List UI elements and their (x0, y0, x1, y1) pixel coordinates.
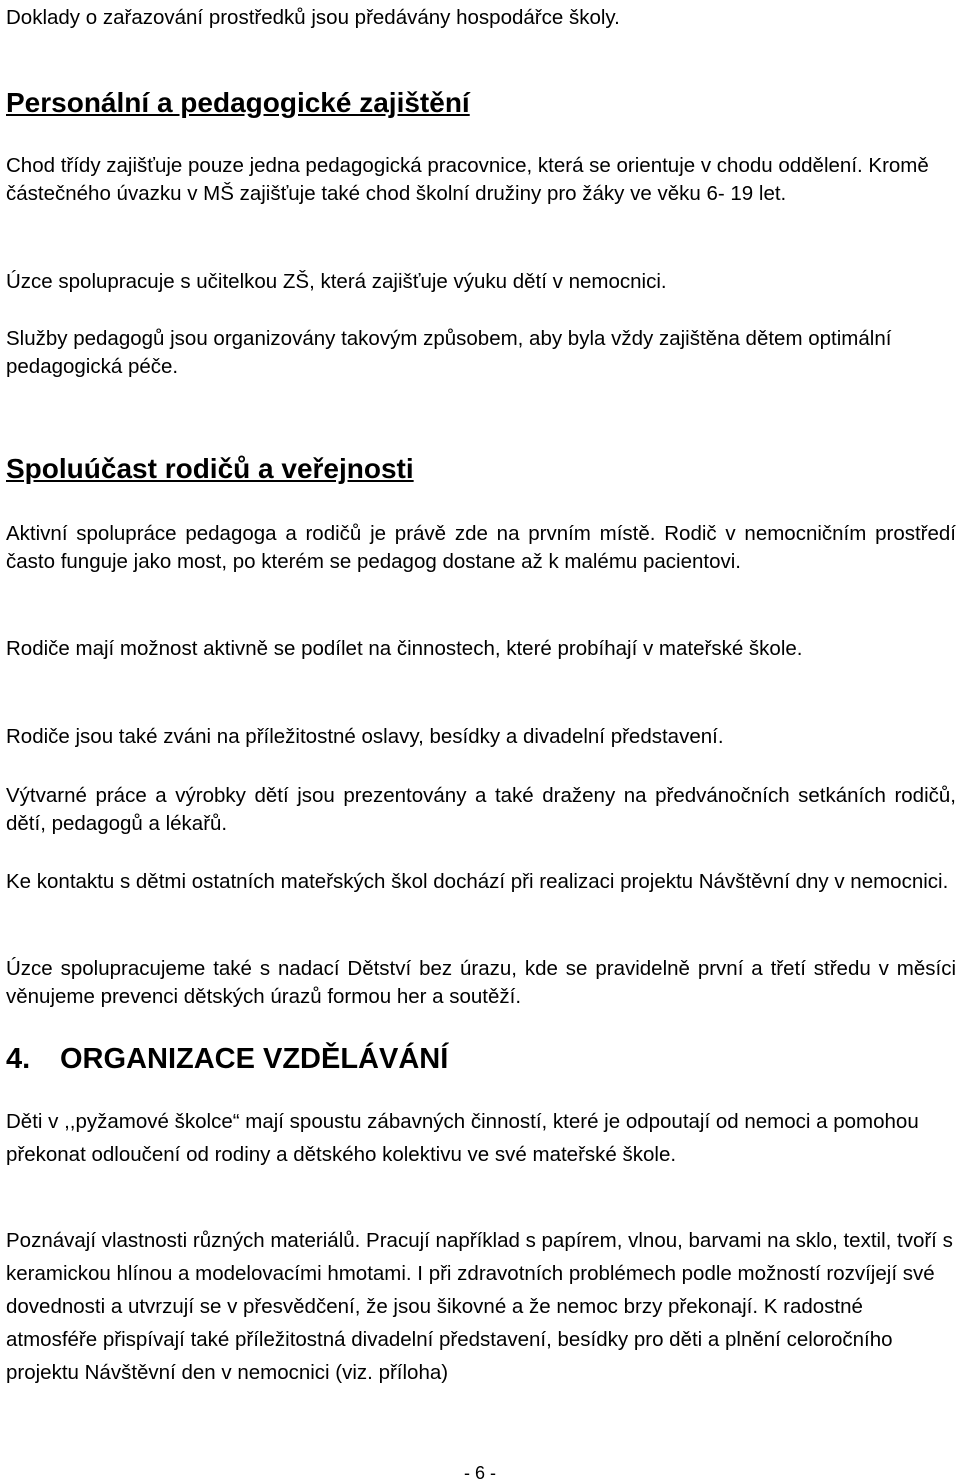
heading-number: 4. (6, 1043, 31, 1075)
paragraph-deti-pyzamove: Děti v ,,pyžamové školce“ mají spoustu zábavných činností, které je odpoutají od nemoci a pomohou překonat odloučení od rodiny a dětského kolektivu ve své mateřské škole. (6, 1110, 919, 1166)
paragraph-rodice-moznost: Rodiče mají možnost aktivně se podílet na činnostech, které probíhají v mateřské škole. (6, 637, 803, 660)
paragraph-aktivni-spoluprace: Aktivní spolupráce pedagoga a rodičů je právě zde na prvním místě. Rodič v nemocničním prostředí často funguje jako most, po kterém se pedagog dostane až k malému pacientovi. (6, 522, 956, 573)
paragraph-chod-tridy: Chod třídy zajišťuje pouze jedna pedagogická pracovnice, která se orientuje v chodu oddělení. Kromě částečného úvazku v MŠ zajišťuje také chod školní družiny pro žáky ve věku 6- 19 let. (6, 154, 929, 205)
paragraph-poznavaji: Poznávají vlastnosti různých materiálů. Pracují například s papírem, vlnou, barvami na sklo, textil, tvoří s keramickou hlínou a modelovacími hmotami. I při zdravotních problémech podle možností rozvíjejí své dovednosti a utvrzují se v přesvědčení, že jsou šikovné a že nemoc brzy překonají. K radostné atmosféře přispívají také příležitostná divadelní představení, besídky pro děti a plnění celoročního projektu Návštěvní den v nemocnici (viz. příloha) (6, 1229, 953, 1384)
paragraph-sluzby: Služby pedagogů jsou organizovány takovým způsobem, aby byla vždy zajištěna dětem optimální pedagogická péče. (6, 327, 892, 378)
paragraph-ke-kontaktu: Ke kontaktu s dětmi ostatních mateřských škol dochází při realizaci projektu Návštěvní dny v nemocnici. (6, 870, 949, 893)
paragraph-doklady: Doklady o zařazování prostředků jsou předávány hospodářce školy. (6, 6, 620, 29)
paragraph-uzce-spolupracujeme: Úzce spolupracujeme také s nadací Dětství bez úrazu, kde se pravidelně první a třetí středu v měsíci věnujeme prevenci dětských úrazů formou her a soutěží. (6, 957, 956, 1008)
page-number: - 6 - (463, 1463, 496, 1483)
heading-personalni: Personální a pedagogické zajištění (6, 87, 470, 118)
heading-organizace (6, 1040, 448, 1078)
paragraph-rodice-zvani: Rodiče jsou také zváni na příležitostné oslavy, besídky a divadelní představení. (6, 725, 724, 748)
heading-spoluucast: Spoluúčast rodičů a veřejnosti (6, 453, 414, 484)
paragraph-vytvarne-prace: Výtvarné práce a výrobky dětí jsou prezentovány a také draženy na předvánočních setkáních rodičů, dětí, pedagogů a lékařů. (6, 784, 956, 835)
heading-text: ORGANIZACE VZDĚLÁVÁNÍ (60, 1043, 449, 1075)
paragraph-uzce-spolupracuje: Úzce spolupracuje s učitelkou ZŠ, která zajišťuje výuku dětí v nemocnici. (6, 270, 667, 293)
